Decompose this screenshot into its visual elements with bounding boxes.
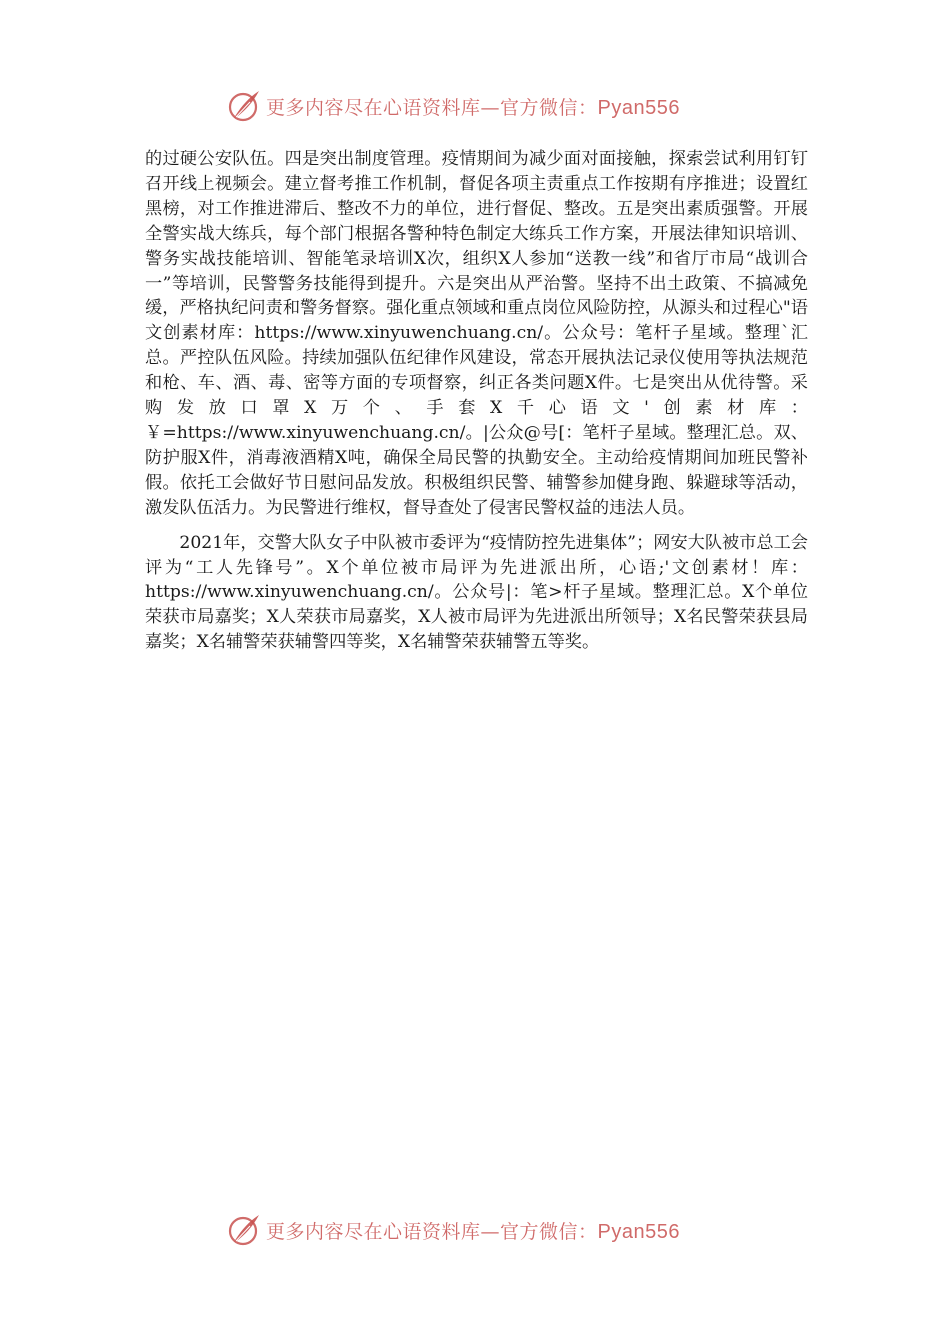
quill-pen-circle-logo-icon: [226, 88, 262, 124]
body-text: [145, 147, 808, 655]
footer-watermark-id: Pyan556: [597, 1220, 680, 1243]
quill-pen-circle-logo-icon: [226, 1212, 262, 1248]
paragraph-2: 2021年，交警大队女子中队被市委评为“疫情防控先进集体”；网安大队被市总工会评为“工人先锋号”。X个单位被市局评为先进派出所，心语;'文创素材！库：https://www.xinyuwenchuang.cn/。公众号|：笔>杆子星域。整理汇总。X个单位荣获市局嘉奖；X人荣获市局嘉奖，X人被市局评为先进派出所领导；X名民警荣获县局嘉奖；X名辅警荣获辅警四等奖，X名辅警荣获辅警五等奖。: [145, 532, 808, 653]
footer-watermark: [226, 1210, 726, 1250]
header-watermark-text: 更多内容尽在心语资料库—官方微信：Pyan556: [266, 96, 680, 119]
header-watermark: [226, 86, 726, 126]
footer-watermark-text: 更多内容尽在心语资料库—官方微信：Pyan556: [266, 1220, 680, 1243]
header-watermark-id: Pyan556: [597, 96, 680, 119]
paragraph-1: 的过硬公安队伍。四是突出制度管理。疫情期间为减少面对面接触，探索尝试利用钉钉召开线上视频会。建立督考推工作机制，督促各项主责重点工作按期有序推进；设置红黑榜，对工作推进滞后、整改不力的单位，进行督促、整改。五是突出素质强警。开展全警实战大练兵，每个部门根据各警种特色制定大练兵工作方案，开展法律知识培训、警务实战技能培训、智能笔录培训X次，组织X人参加“送教一线”和省厅市局“战训合一”等培训，民警警务技能得到提升。六是突出从严治警。坚持不出土政策、不搞减免缓，严格执纪问责和警务督察。强化重点领域和重点岗位风险防控，从源头和过程心"语文创素材库：https://www.xinyuwenchuang.cn/。公众号：笔杆子星域。整理`汇总。严控队伍风险。持续加强队伍纪律作风建设，常态开展执法记录仪使用等执法规范和枪、车、酒、毒、密等方面的专项督察，纠正各类问题X件。七是突出从优待警。采购发放口罩X万个、手套X千心语文'创素材库：￥=https://www.xinyuwenchuang.cn/。|公众@号[：笔杆子星域。整理汇总。双、防护服X件，消毒液酒精X吨，确保全局民警的执勤安全。主动给疫情期间加班民警补假。依托工会做好节日慰问品发放。积极组织民警、辅警参加健身跑、躲避球等活动，激发队伍活力。为民警进行维权，督导查处了侵害民警权益的违法人员。: [145, 149, 808, 518]
